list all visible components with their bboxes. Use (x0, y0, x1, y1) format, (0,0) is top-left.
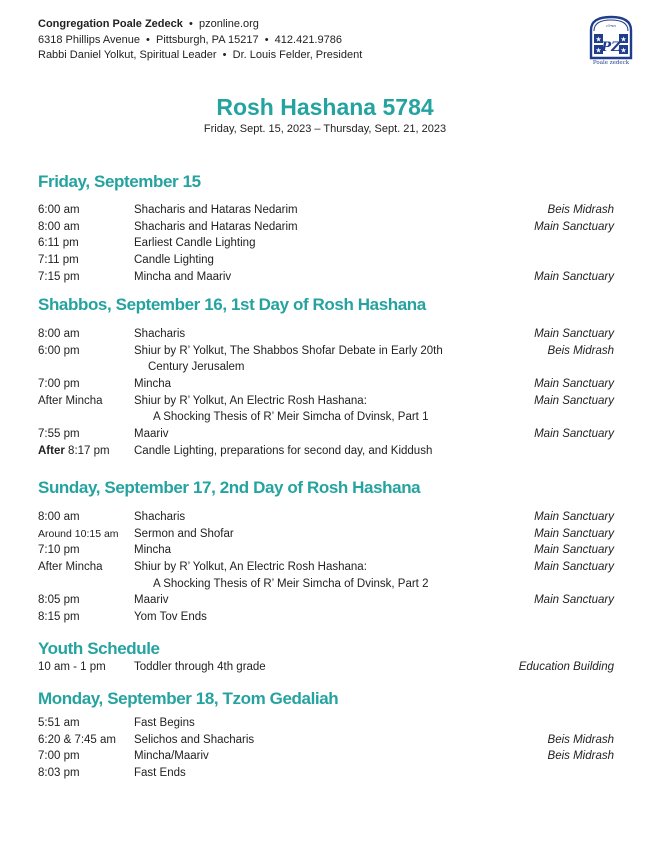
row-event: Maariv (134, 594, 169, 607)
row-event-continuation: A Shocking Thesis of R’ Meir Simcha of Dvinsk, Part 1 (153, 411, 429, 424)
schedule-row (38, 732, 614, 749)
row-event: Maariv (134, 428, 169, 441)
row-location: Main Sanctuary (534, 527, 614, 540)
row-location: Main Sanctuary (534, 328, 614, 340)
schedule-row (38, 609, 614, 626)
row-time: 6:11 pm (38, 237, 79, 250)
row-event: Fast Begins (134, 717, 195, 729)
row-location: Beis Midrash (547, 750, 614, 763)
separator-dot: • (143, 33, 157, 46)
row-time: 7:00 pm (38, 750, 80, 763)
schedule-row (38, 326, 614, 343)
schedule-row (38, 765, 614, 782)
schedule-row (38, 542, 614, 559)
row-event: Sermon and Shofar (134, 527, 234, 540)
schedule-list (38, 326, 614, 460)
row-event (134, 559, 514, 592)
row-time: 6:20 & 7:45 am (38, 733, 116, 746)
row-location: Main Sanctuary (534, 511, 614, 523)
schedule-row (38, 343, 614, 376)
schedule-list (38, 715, 614, 782)
section-title: Sunday, September 17, 2nd Day of Rosh Hashana (38, 478, 421, 497)
schedule-row (38, 715, 614, 732)
section-title: Friday, September 15 (38, 172, 201, 191)
section-title: Youth Schedule (38, 639, 160, 658)
schedule-row (38, 202, 614, 219)
section-title: Monday, September 18, Tzom Gedaliah (38, 689, 339, 708)
row-location: Education Building (518, 661, 614, 673)
schedule-row (38, 559, 614, 592)
row-event: Selichos and Shacharis (134, 733, 255, 746)
row-time-value: 8:17 pm (68, 444, 110, 457)
schedule-list (38, 509, 614, 626)
schedule-row (38, 509, 614, 526)
schedule-row (38, 526, 614, 543)
row-location: Main Sanctuary (534, 561, 614, 574)
row-event: Fast Ends (134, 767, 186, 780)
city: Pittsburgh, PA 15217 (156, 33, 259, 46)
row-location: Main Sanctuary (534, 544, 614, 557)
row-time: 5:51 am (38, 717, 80, 729)
row-time: Around 10:15 am (38, 527, 119, 540)
schedule-list (38, 659, 614, 676)
row-time: 7:55 pm (38, 428, 80, 441)
schedule-row (38, 219, 614, 236)
section-shabbos (38, 295, 614, 460)
row-event: Mincha/Maariv (134, 750, 209, 763)
rabbi: Rabbi Daniel Yolkut, Spiritual Leader (38, 49, 217, 61)
row-location: Beis Midrash (547, 204, 614, 216)
phone: 412.421.9786 (274, 33, 342, 46)
schedule-row (38, 592, 614, 609)
row-time-prefix: After (38, 444, 65, 457)
svg-text:★: ★ (595, 47, 602, 55)
row-event: Shacharis (134, 328, 186, 340)
org-name: Congregation Poale Zedeck (38, 18, 183, 30)
row-time: 7:10 pm (38, 544, 80, 557)
logo-monogram: PZ (601, 40, 621, 55)
row-event (134, 343, 514, 376)
svg-text:★: ★ (595, 36, 602, 44)
section-youth (38, 639, 614, 676)
schedule-row (38, 443, 614, 460)
row-time: 7:00 pm (38, 378, 80, 391)
row-time: After Mincha (38, 561, 103, 574)
header-line-1 (38, 17, 362, 33)
row-event-continuation: Century Jerusalem (148, 361, 245, 374)
svg-text:★: ★ (620, 47, 627, 55)
separator-dot: • (261, 33, 275, 46)
row-event-line: Shiur by R’ Yolkut, An Electric Rosh Hashana: (134, 394, 367, 407)
row-time: 8:15 pm (38, 611, 80, 624)
svg-text:★: ★ (620, 36, 627, 44)
row-time: After Mincha (38, 394, 103, 407)
row-time: 8:05 pm (38, 594, 80, 607)
row-time: 7:15 pm (38, 270, 80, 283)
row-event (134, 393, 514, 426)
row-event: Earliest Candle Lighting (134, 237, 256, 250)
row-location: Main Sanctuary (534, 220, 614, 233)
row-location: Main Sanctuary (534, 394, 614, 407)
row-event-continuation: A Shocking Thesis of R’ Meir Simcha of Dvinsk, Part 2 (153, 577, 429, 590)
congregation-logo (588, 14, 634, 66)
header-line-3 (38, 48, 362, 64)
section-title: Shabbos, September 16, 1st Day of Rosh Hashana (38, 295, 426, 314)
row-location: Main Sanctuary (534, 270, 614, 283)
row-time: 10 am - 1 pm (38, 661, 106, 673)
row-event: Mincha (134, 544, 172, 557)
president: Dr. Louis Felder, President (232, 49, 363, 61)
row-location: Beis Midrash (547, 344, 614, 357)
schedule-row (38, 659, 614, 676)
separator-dot: • (219, 49, 233, 61)
page-title: Rosh Hashana 5784 (216, 94, 434, 120)
row-time: 6:00 pm (38, 344, 80, 357)
logo-caption: Poale zedeck (592, 60, 630, 66)
row-location: Main Sanctuary (534, 428, 614, 441)
row-event-line: Shiur by R’ Yolkut, An Electric Rosh Hashana: (134, 561, 367, 574)
row-time: 7:11 pm (38, 254, 79, 267)
website-link[interactable]: pzonline.org (198, 18, 259, 30)
row-event: Toddler through 4th grade (134, 661, 266, 673)
row-time: 8:00 am (38, 511, 80, 523)
schedule-list (38, 202, 614, 285)
page-subtitle: Friday, Sept. 15, 2023 – Thursday, Sept. 21, 2023 (203, 123, 447, 135)
schedule-row (38, 235, 614, 252)
schedule-row (38, 426, 614, 443)
row-location: Main Sanctuary (534, 594, 614, 607)
row-location: Beis Midrash (547, 733, 614, 746)
row-time: 8:03 pm (38, 767, 80, 780)
row-time (38, 443, 110, 460)
row-time: 6:00 am (38, 204, 80, 216)
row-time: 8:00 am (38, 328, 80, 340)
row-event: Shacharis (134, 511, 186, 523)
row-event: Yom Tov Ends (134, 611, 207, 624)
schedule-row (38, 393, 614, 426)
row-event: Shacharis and Hataras Nedarim (134, 204, 298, 216)
schedule-row (38, 269, 614, 286)
row-event: Candle Lighting, preparations for second day, and Kiddush (134, 444, 433, 457)
row-event: Shacharis and Hataras Nedarim (134, 220, 298, 233)
schedule-row (38, 252, 614, 269)
row-event: Mincha and Maariv (134, 270, 232, 283)
section-friday (38, 172, 614, 285)
separator-dot: • (185, 18, 199, 30)
row-time: 8:00 am (38, 220, 80, 233)
row-event-line: Shiur by R’ Yolkut, The Shabbos Shofar Debate in Early 20th (134, 344, 443, 357)
svg-text:תפלה: תפלה (605, 23, 617, 28)
header (38, 17, 362, 64)
row-location: Main Sanctuary (534, 378, 614, 391)
section-monday (38, 689, 614, 782)
header-line-2 (38, 33, 362, 49)
row-event: Mincha (134, 378, 172, 391)
address: 6318 Phillips Avenue (38, 33, 140, 46)
schedule-row (38, 748, 614, 765)
schedule-row (38, 376, 614, 393)
row-event: Candle Lighting (134, 254, 214, 267)
section-sunday (38, 478, 614, 626)
